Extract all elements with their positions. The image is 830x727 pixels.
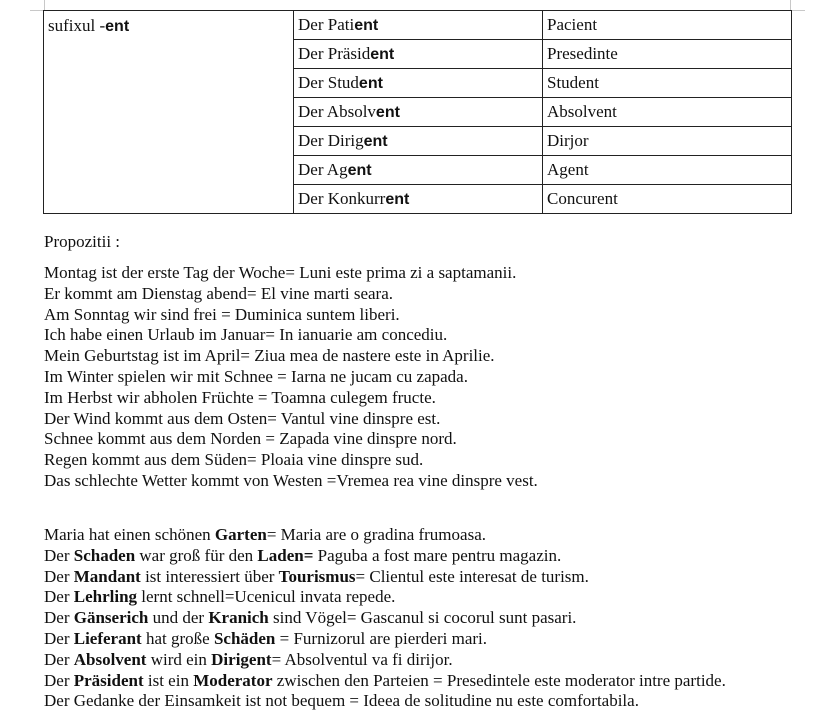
german-word-stem: Der Dirig — [298, 130, 364, 150]
sentence-line: Regen kommt aus dem Süden= Ploaia vine dinspre sud. — [44, 450, 424, 470]
keyword-bold: Gänserich — [73, 608, 149, 628]
sentence-text: ist interessiert über — [140, 566, 279, 586]
german-word-suffix: ent — [370, 45, 395, 63]
german-word-cell — [294, 69, 543, 98]
table-row — [44, 11, 792, 40]
german-word-stem: Der Pati — [298, 14, 355, 34]
german-word-cell — [294, 185, 543, 214]
sentence-list-nouns — [44, 524, 726, 711]
sentence-text: Der Gedanke der Einsamkeit ist not bequem = Ideea de solitudine nu este comfortabila. — [44, 691, 639, 711]
keyword-bold: Lehrling — [73, 587, 138, 607]
romanian-translation-cell: Absolvent — [543, 98, 792, 127]
german-word-suffix: ent — [385, 190, 410, 208]
keyword-bold: Tourismus — [278, 566, 356, 586]
suffix-label-cell — [44, 11, 294, 214]
sentence-text: Der — [44, 545, 74, 565]
sentence-text: war groß für den — [135, 545, 258, 565]
sentence-line — [44, 690, 726, 711]
sentence-text: und der — [148, 608, 209, 628]
keyword-bold: Garten — [214, 525, 267, 544]
romanian-translation-cell: Presedinte — [543, 40, 792, 69]
suffix-table — [43, 10, 792, 214]
sentence-line: Ich habe einen Urlaub im Januar= In ianuarie am concediu. — [44, 325, 448, 345]
german-word-cell — [294, 11, 543, 40]
romanian-translation-cell: Pacient — [543, 11, 792, 40]
keyword-bold: Präsident — [73, 670, 144, 690]
keyword-bold: Dirigent — [211, 649, 272, 669]
keyword-bold: Schaden — [73, 545, 136, 565]
german-word-suffix: ent — [375, 103, 400, 121]
sentence-text: = Maria are o gradina frumoasa. — [266, 525, 486, 544]
suffix-label-bold: ent — [105, 18, 130, 35]
sentence-text: = Absolventul va fi dirijor. — [271, 649, 453, 669]
sentence-text: Der — [44, 628, 74, 648]
sentence-line — [44, 586, 726, 607]
sentence-list-days — [44, 262, 538, 491]
keyword-bold: Absolvent — [73, 649, 147, 669]
keyword-bold: Schäden — [213, 628, 276, 648]
german-word-suffix: ent — [347, 161, 372, 179]
sentence-line — [44, 628, 726, 649]
sentence-line: Mein Geburtstag ist im April= Ziua mea de nastere este in Aprilie. — [44, 346, 495, 366]
sentence-line: Montag ist der erste Tag der Woche= Luni este prima zi a saptamanii. — [44, 263, 517, 282]
romanian-translation-cell: Dirjor — [543, 127, 792, 156]
sentence-text: Der — [44, 587, 74, 607]
sentence-line: Der Wind kommt aus dem Osten= Vantul vine dinspre est. — [44, 408, 441, 428]
german-word-stem: Der Stud — [298, 72, 359, 92]
sentence-line — [44, 670, 726, 691]
sentence-text: ist ein — [143, 670, 194, 690]
sentence-text: lernt schnell=Ucenicul invata repede. — [137, 587, 396, 607]
sentence-text: sind Vögel= Gascanul si cocorul sunt pasari. — [268, 608, 577, 628]
sentence-line — [44, 545, 726, 566]
german-word-suffix: ent — [363, 132, 388, 150]
german-word-cell — [294, 156, 543, 185]
keyword-bold: Mandant — [73, 566, 141, 586]
german-word-stem: Der Präsid — [298, 43, 371, 63]
keyword-bold: Kranich — [208, 608, 269, 628]
sentence-text: Der — [44, 608, 74, 628]
german-word-stem: Der Ag — [298, 159, 348, 179]
sentence-text: = Furnizorul are pierderi mari. — [275, 628, 487, 648]
german-word-stem: Der Konkurr — [298, 188, 386, 208]
sentence-text: Der — [44, 649, 74, 669]
german-word-cell — [294, 40, 543, 69]
sentence-text: Maria hat einen schönen — [44, 525, 215, 544]
sentence-line — [44, 649, 726, 670]
sentence-line — [44, 524, 726, 545]
sentence-line: Im Winter spielen wir mit Schnee = Iarna ne jucam cu zapada. — [44, 366, 468, 386]
german-word-stem: Der Absolv — [298, 101, 376, 121]
section-heading: Propozitii : — [44, 232, 121, 251]
sentence-text: Der — [44, 670, 74, 690]
sentence-text: Paguba a fost mare pentru magazin. — [313, 545, 562, 565]
sentence-line: Er kommt am Dienstag abend= El vine marti seara. — [44, 283, 394, 303]
keyword-bold: Laden= — [257, 545, 314, 565]
romanian-translation-cell: Student — [543, 69, 792, 98]
sentence-line: Im Herbst wir abholen Früchte = Toamna culegem fructe. — [44, 387, 436, 407]
keyword-bold: Lieferant — [73, 628, 142, 648]
sentence-line: Schnee kommt aus dem Norden = Zapada vine dinspre nord. — [44, 429, 457, 449]
romanian-translation-cell: Agent — [543, 156, 792, 185]
sentence-text: zwischen den Parteien = Presedintele este moderator intre partide. — [272, 670, 726, 690]
sentence-line — [44, 566, 726, 587]
sentence-text: = Clientul este interesat de turism. — [355, 566, 589, 586]
sentence-line: Das schlechte Wetter kommt von Westen =Vremea rea vine dinspre vest. — [44, 470, 538, 490]
sentence-text: Der — [44, 566, 74, 586]
sentence-line — [44, 607, 726, 628]
german-word-suffix: ent — [354, 16, 379, 34]
sentence-text: wird ein — [146, 649, 212, 669]
page-corner-mark-right — [790, 0, 805, 11]
keyword-bold: Moderator — [193, 670, 273, 690]
sentence-text: hat große — [141, 628, 214, 648]
romanian-translation-cell: Concurent — [543, 185, 792, 214]
sentence-line: Am Sonntag wir sind frei = Duminica suntem liberi. — [44, 304, 400, 324]
german-word-suffix: ent — [358, 74, 383, 92]
suffix-label: sufixul - — [48, 16, 106, 35]
german-word-cell — [294, 127, 543, 156]
german-word-cell — [294, 98, 543, 127]
